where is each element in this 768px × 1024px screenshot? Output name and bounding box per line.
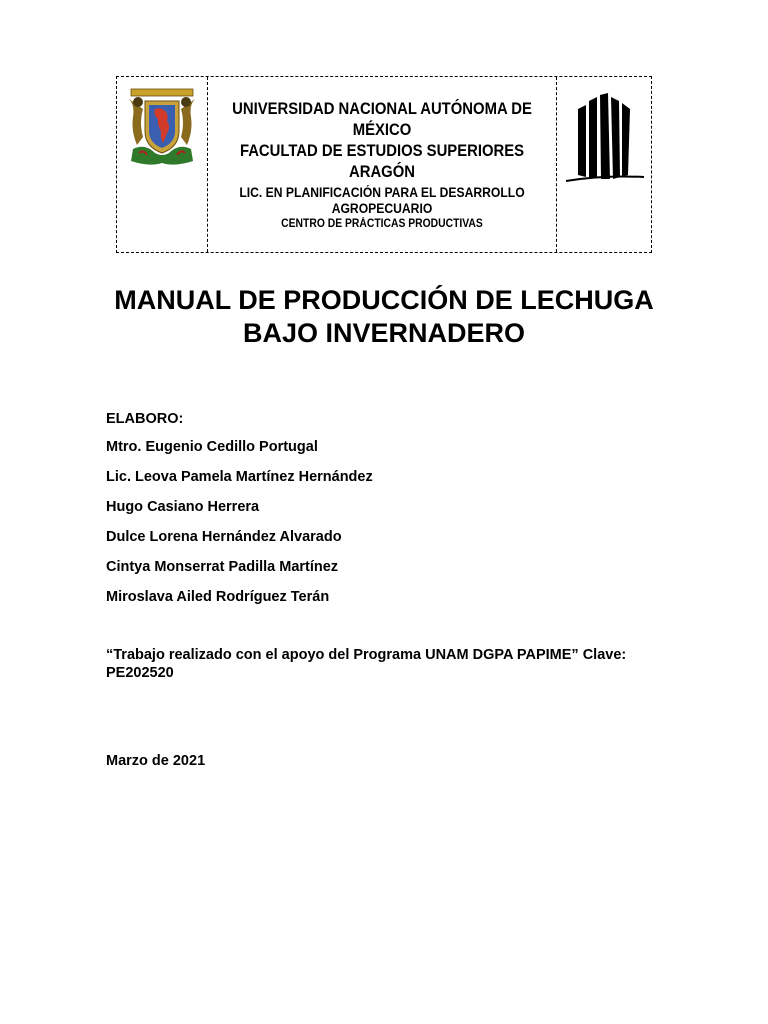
funding-credit: “Trabajo realizado con el apoyo del Programa UNAM DGPA PAPIME” Clave: PE202520 — [106, 647, 627, 681]
unam-crest-icon — [125, 87, 199, 169]
author-name: Lic. Leova Pamela Martínez Hernández — [106, 469, 373, 485]
author-name: Miroslava Ailed Rodríguez Terán — [106, 589, 330, 605]
author-name: Cintya Monserrat Padilla Martínez — [106, 559, 339, 575]
elaboro-label: ELABORO: — [106, 411, 184, 427]
header-box — [116, 76, 652, 253]
author-name: Dulce Lorena Hernández Alvarado — [106, 529, 342, 545]
author-name: Hugo Casiano Herrera — [106, 499, 260, 515]
publication-date: Marzo de 2021 — [106, 753, 206, 769]
authors-section — [106, 410, 706, 770]
left-logo-cell — [117, 77, 208, 252]
author-name: Mtro. Eugenio Cedillo Portugal — [106, 439, 318, 455]
center-name: CENTRO DE PRÁCTICAS PRODUCTIVAS — [281, 218, 483, 230]
header-text — [208, 77, 556, 252]
university-name: UNIVERSIDAD NACIONAL AUTÓNOMA DE MÉXICO — [232, 100, 532, 139]
program-name: LIC. EN PLANIFICACIÓN PARA EL DESARROLLO AGROPECUARIO — [239, 185, 525, 216]
fes-aragon-logo-icon — [562, 87, 646, 183]
document-title: MANUAL DE PRODUCCIÓN DE LECHUGA BAJO INVERNADERO — [114, 285, 654, 348]
faculty-name: FACULTAD DE ESTUDIOS SUPERIORES ARAGÓN — [239, 142, 525, 181]
right-logo-cell — [556, 77, 651, 252]
